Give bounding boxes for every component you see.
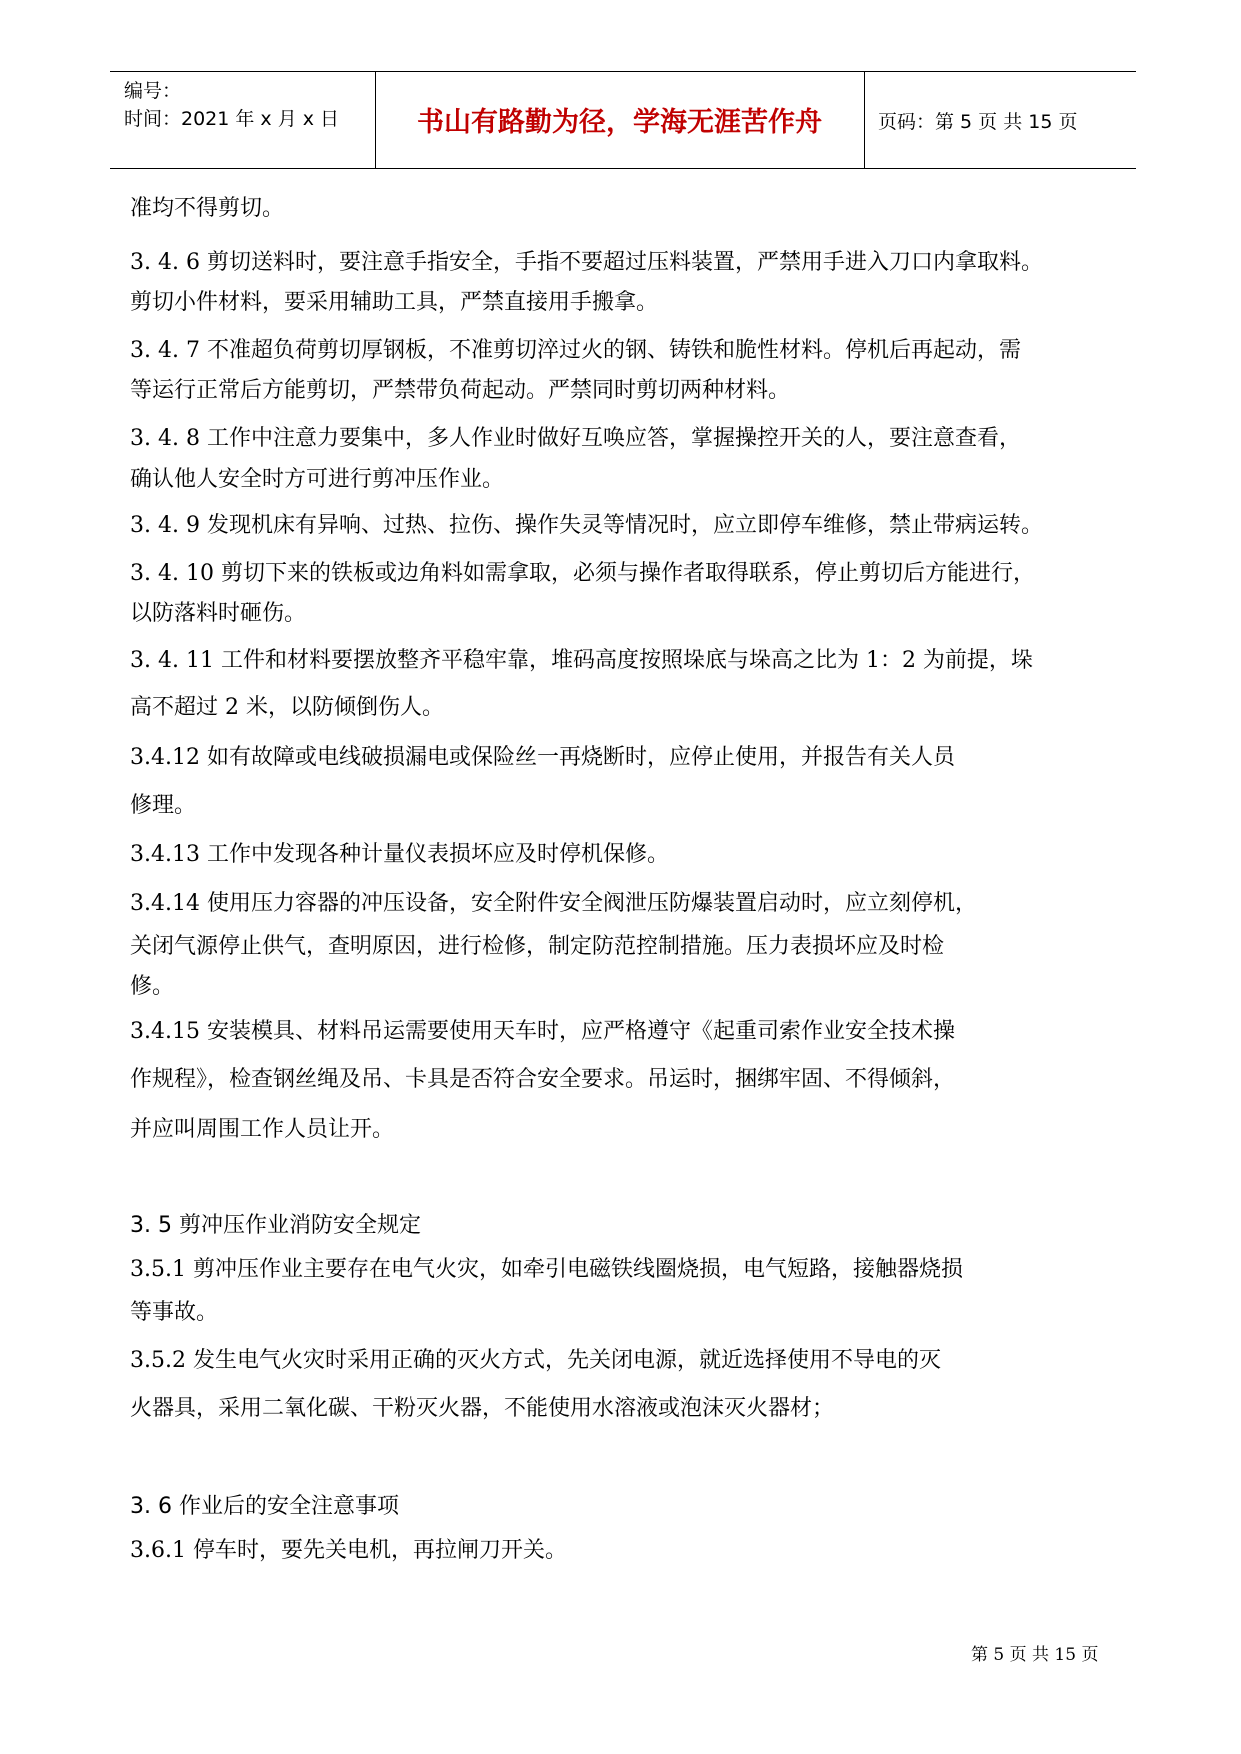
body-line: 3.4.14 使用压力容器的冲压设备，安全附件安全阀泄压防爆装置启动时，应立刻停机， [130,891,977,916]
body-line: 准均不得剪切。 [130,196,285,221]
header-middle-cell [375,72,865,168]
body-line: 作规程》，检查钢丝绳及吊、卡具是否符合安全要求。吊运时，捆绑牢固、不得倾斜， [130,1067,956,1092]
body-line: 3. 4. 6 剪切送料时，要注意手指安全，手指不要超过压料装置，严禁用手进入刀口内拿取料。 [130,250,1043,275]
header-motto: 书山有路勤为径，学海无涯苦作舟 [417,107,822,138]
body-line: 3. 4. 9 发现机床有异响、过热、拉伤、操作失灵等情况时，应立即停车维修，禁止带病运转。 [130,513,1043,538]
body-line: 并应叫周围工作人员让开。 [130,1117,395,1142]
body-line: 3.4.12 如有故障或电线破损漏电或保险丝一再烧断时，应停止使用，并报告有关人员 [130,745,955,770]
body-line: 3. 4. 10 剪切下来的铁板或边角料如需拿取，必须与操作者取得联系，停止剪切后方能进行， [130,561,1035,586]
body-line: 3.6.1 停车时，要先关电机，再拉闸刀开关。 [130,1538,567,1563]
body-line: 3.4.15 安装模具、材料吊运需要使用天车时，应严格遵守《起重司索作业安全技术操 [130,1019,955,1044]
body-line: 3.5.2 发生电气火灾时采用正确的灭火方式，先关闭电源，就近选择使用不导电的灭 [130,1348,941,1373]
body-line: 3.5.1 剪冲压作业主要存在电气火灾，如牵引电磁铁线圈烧损，电气短路，接触器烧损 [130,1257,963,1282]
header-left-cell [110,72,376,168]
body-line: 3. 4. 11 工件和材料要摆放整齐平稳牢靠，堆码高度按照垛底与垛高之比为 1：2 为前提，垛 [130,648,1033,673]
body-line: 等运行正常后方能剪切，严禁带负荷起动。严禁同时剪切两种材料。 [130,378,791,403]
body-line: 以防落料时砸伤。 [130,601,307,626]
body-line: 等事故。 [130,1300,219,1325]
document-number-label: 编号： [124,80,182,102]
body-line: 3. 4. 8 工作中注意力要集中，多人作业时做好互唤应答，掌握操控开关的人，要注意查看， [130,426,1021,451]
page-header [110,71,1136,169]
body-line: 3.4.13 工作中发现各种计量仪表损坏应及时停机保修。 [130,842,669,867]
page-footer: 第 5 页 共 15 页 [971,1645,1099,1665]
body-line: 3. 4. 7 不准超负荷剪切厚钢板，不准剪切淬过火的钢、铸铁和脆性材料。停机后再起动，需 [130,338,1021,363]
body-line: 关闭气源停止供气，查明原因，进行检修，制定防范控制措施。压力表损坏应及时检 [130,934,945,959]
section-heading: 3. 6 作业后的安全注意事项 [130,1494,399,1519]
body-line: 确认他人安全时方可进行剪冲压作业。 [130,467,505,492]
section-heading: 3. 5 剪冲压作业消防安全规定 [130,1213,421,1238]
body-line: 剪切小件材料，要采用辅助工具，严禁直接用手搬拿。 [130,290,659,315]
body-line: 火器具，采用二氧化碳、干粉灭火器，不能使用水溶液或泡沫灭火器材； [130,1396,835,1421]
body-line: 修。 [130,974,175,999]
body-line: 高不超过 2 米，以防倾倒伤人。 [130,695,444,720]
body-line: 修理。 [130,793,197,818]
document-time-label: 时间：2021 年 x 月 x 日 [124,108,340,130]
header-right-cell [864,72,1136,168]
header-page-indicator: 页码：第 5 页 共 15 页 [878,111,1078,133]
